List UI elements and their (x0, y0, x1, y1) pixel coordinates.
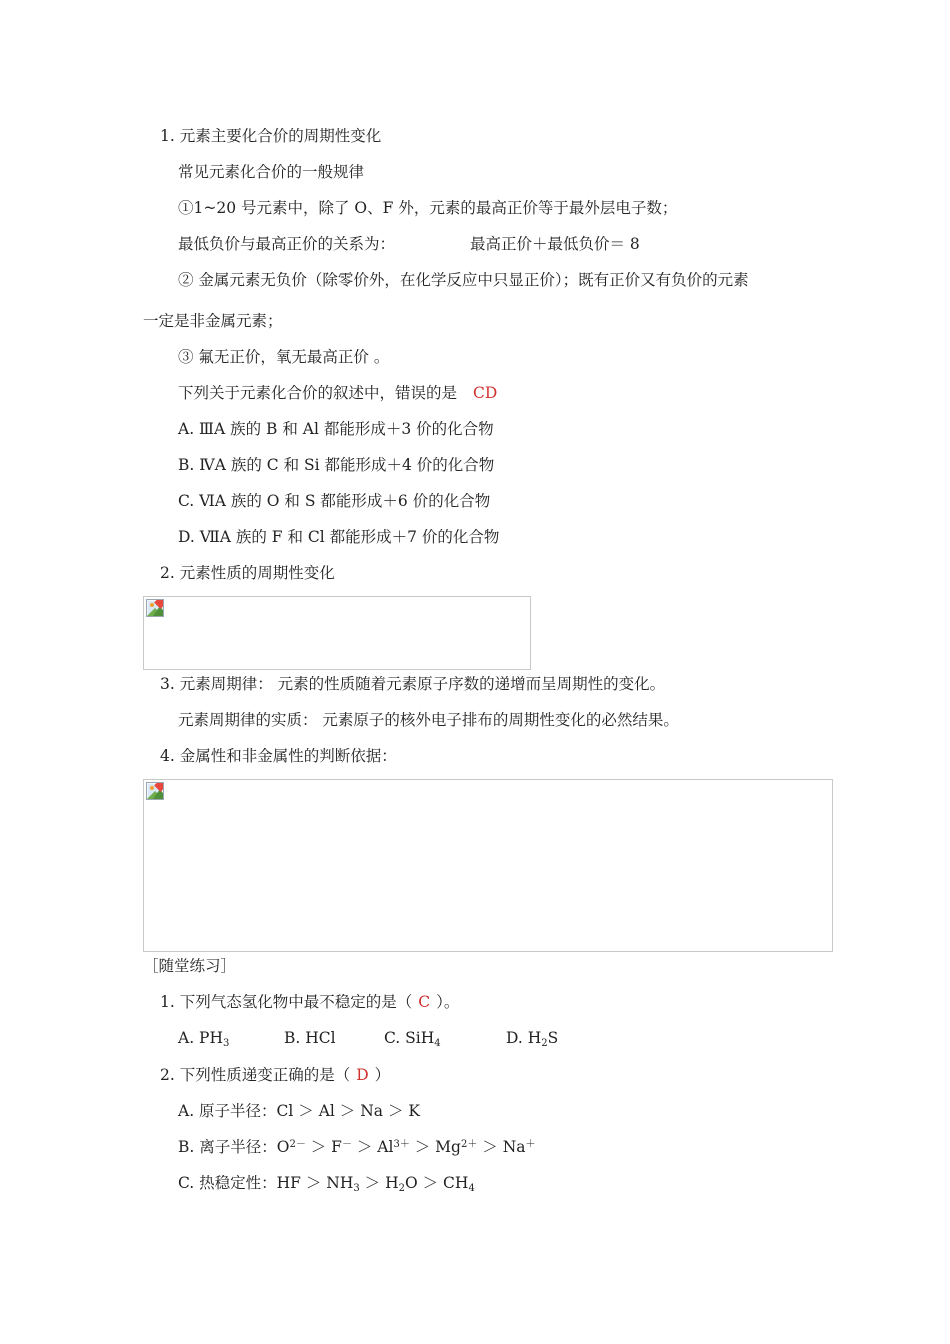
practice-title: ［随堂练习］ (143, 957, 237, 975)
section-3-heading: 3. 元素周期律： 元素的性质随着元素原子序数的递增而呈周期性的变化。 (160, 675, 666, 693)
practice-q1-option-b: B. HCl (284, 1029, 336, 1047)
rule-1: ①1~20 号元素中，除了 O、F 外，元素的最高正价等于最外层电子数； (178, 199, 678, 217)
periodic-law-essence: 元素周期律的实质： 元素原子的核外电子排布的周期性变化的必然结果。 (178, 711, 679, 729)
option-c: C. ⅥA 族的 O 和 S 都能形成＋6 价的化合物 (178, 492, 491, 510)
option-b: B. ⅣA 族的 C 和 Si 都能形成＋4 价的化合物 (178, 456, 495, 474)
rule-title: 常见元素化合价的一般规律 (178, 163, 365, 181)
broken-image-icon (146, 599, 164, 617)
practice-q2-option-a: A. 原子半径：Cl ＞ Al ＞ Na ＞ K (178, 1102, 420, 1120)
question-stem: 下列关于元素化合价的叙述中，错误的是 (178, 384, 458, 402)
section-2-heading: 2. 元素性质的周期性变化 (160, 564, 335, 582)
practice-q1-option-d: D. $H_2S$ (506, 1029, 559, 1049)
rule-4: ③ 氟无正价，氧无最高正价 。 (178, 348, 390, 366)
practice-q1-stem: 1. 下列气态氢化物中最不稳定的是（ C ）。 (160, 993, 460, 1011)
practice-q2-option-c: C. 热稳定性：HF ＞ $NH_3 > H_2O > CH_4$ (178, 1174, 475, 1194)
practice-q1-option-a: A. $PH_3$ (178, 1029, 230, 1049)
section-1-heading: 1. 元素主要化合价的周期性变化 (160, 127, 382, 145)
option-d: D. ⅦA 族的 F 和 Cl 都能形成＋7 价的化合物 (178, 528, 500, 546)
practice-q2-option-b: B. 离子半径：$O^{2-} > F^- > Al^{3+} > Mg^{2+} > Na^+$ (178, 1138, 536, 1156)
rule-2-right: 最高正价＋最低负价＝ 8 (470, 235, 640, 253)
option-a: A. ⅢA 族的 B 和 Al 都能形成＋3 价的化合物 (178, 420, 494, 438)
section-4-heading: 4. 金属性和非金属性的判断依据： (160, 747, 397, 765)
question-1 (178, 383, 497, 403)
practice-q2-answer: D (356, 1066, 369, 1084)
image-placeholder-metallicity-criteria (143, 779, 833, 952)
practice-q2-stem: 2. 下列性质递变正确的是（ D ） (160, 1066, 391, 1084)
question-answer: CD (473, 384, 498, 402)
practice-q1-option-c: C. SiH$_4$ (384, 1029, 441, 1049)
rule-2-left: 最低负价与最高正价的关系为： (178, 235, 396, 253)
practice-q1-answer: C (418, 993, 431, 1011)
rule-3-line-2: 一定是非金属元素； (143, 312, 283, 330)
broken-image-icon (146, 782, 164, 800)
image-placeholder-periodic-properties (143, 596, 531, 670)
rule-3-line-1: ② 金属元素无负价（除零价外，在化学反应中只显正价）；既有正价又有负价的元素 (178, 271, 749, 289)
